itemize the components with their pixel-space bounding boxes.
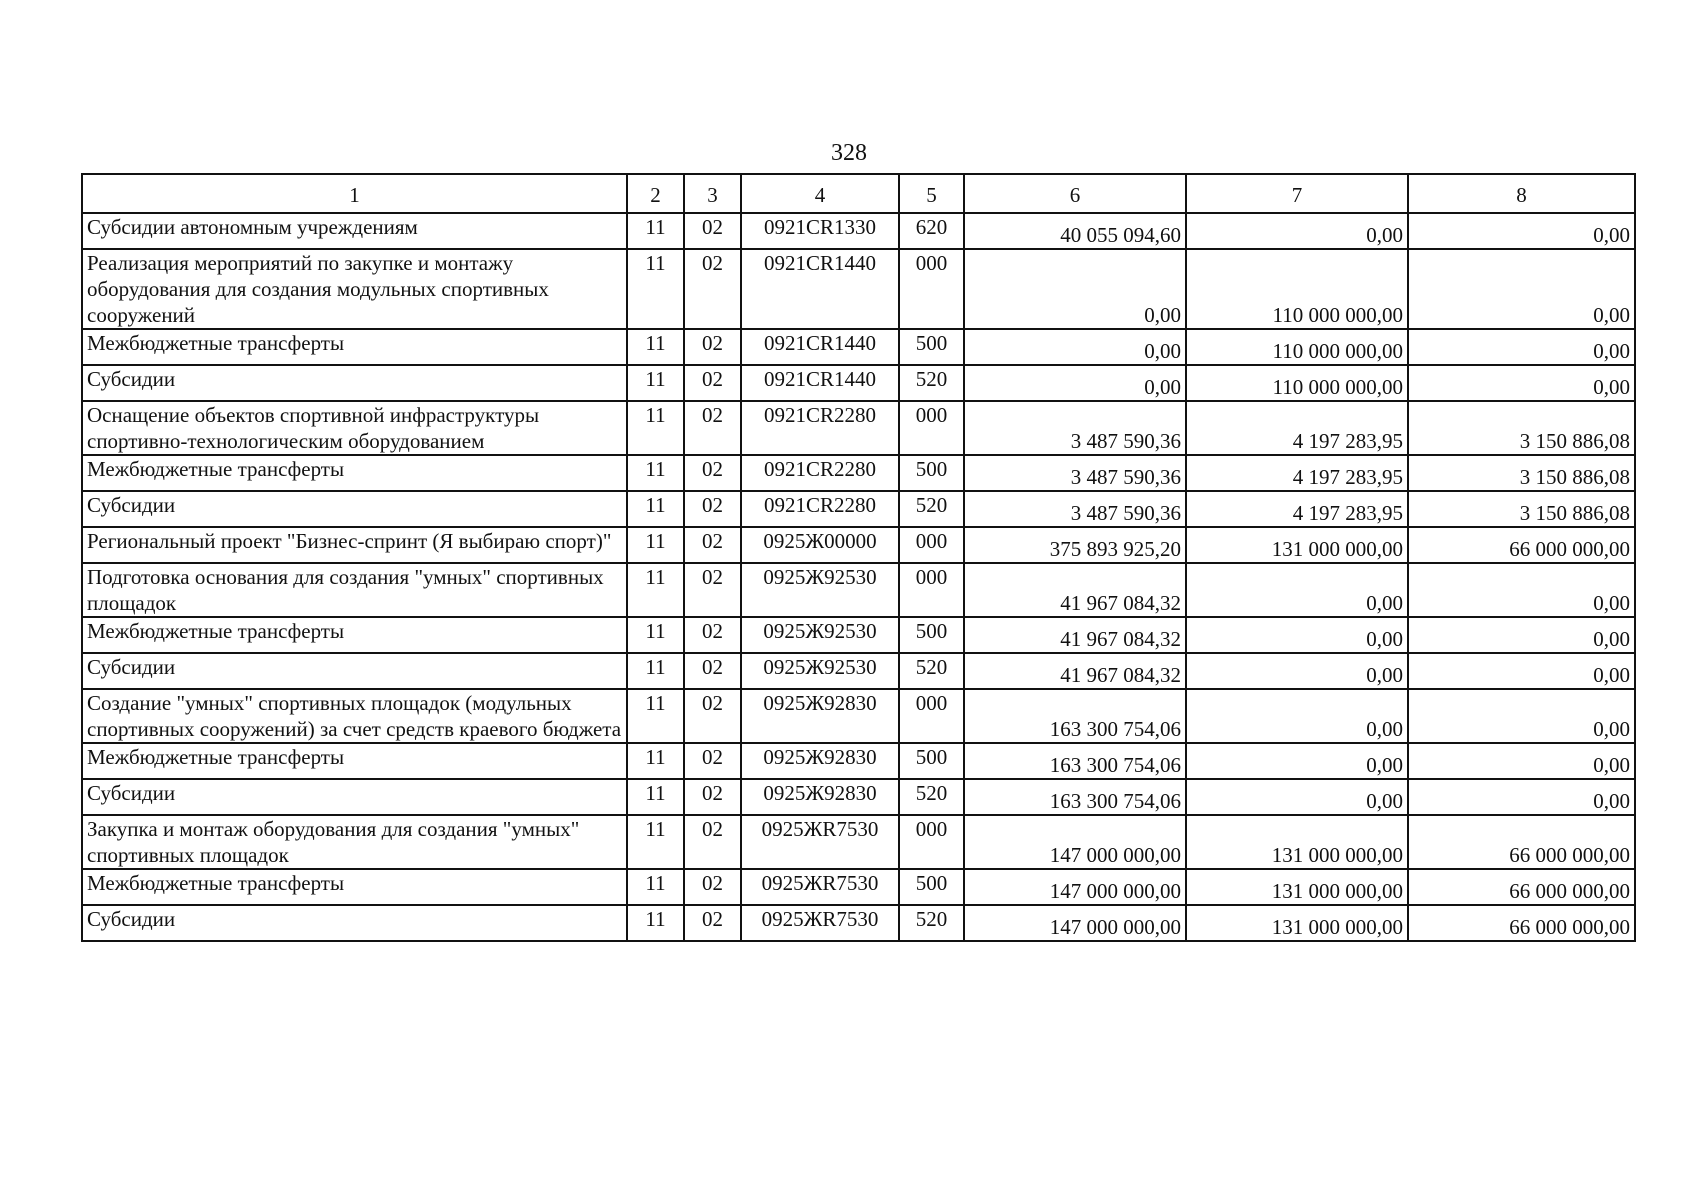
row-amount-col7: 131 000 000,00 <box>1186 905 1408 941</box>
column-header: 2 <box>627 174 684 213</box>
row-name: Реализация мероприятий по закупке и монтажу оборудования для создания модульных спортивных сооружений <box>82 249 627 329</box>
row-section: 11 <box>627 905 684 941</box>
table-row <box>82 869 1635 905</box>
row-amount-col6: 147 000 000,00 <box>964 905 1186 941</box>
table-row <box>82 743 1635 779</box>
column-header: 3 <box>684 174 741 213</box>
row-amount-col8: 3 150 886,08 <box>1408 401 1635 455</box>
table-row <box>82 905 1635 941</box>
row-amount-col6: 41 967 084,32 <box>964 653 1186 689</box>
row-expense-type: 500 <box>899 617 964 653</box>
row-amount-col8: 3 150 886,08 <box>1408 491 1635 527</box>
row-amount-col7: 4 197 283,95 <box>1186 455 1408 491</box>
row-section: 11 <box>627 455 684 491</box>
row-target-code: 0925ЖR7530 <box>741 905 899 941</box>
row-expense-type: 000 <box>899 689 964 743</box>
column-header: 6 <box>964 174 1186 213</box>
row-section: 11 <box>627 617 684 653</box>
row-amount-col6: 0,00 <box>964 365 1186 401</box>
row-amount-col6: 41 967 084,32 <box>964 617 1186 653</box>
table-body <box>82 213 1635 941</box>
row-subsection: 02 <box>684 653 741 689</box>
column-header: 7 <box>1186 174 1408 213</box>
table-row <box>82 653 1635 689</box>
row-amount-col8: 0,00 <box>1408 249 1635 329</box>
row-section: 11 <box>627 815 684 869</box>
row-subsection: 02 <box>684 905 741 941</box>
page-number: 328 <box>831 140 867 166</box>
row-expense-type: 500 <box>899 455 964 491</box>
row-name: Межбюджетные трансферты <box>82 455 627 491</box>
row-name: Субсидии <box>82 365 627 401</box>
table-row <box>82 617 1635 653</box>
row-expense-type: 000 <box>899 249 964 329</box>
row-amount-col8: 66 000 000,00 <box>1408 815 1635 869</box>
table-row <box>82 365 1635 401</box>
row-amount-col8: 0,00 <box>1408 365 1635 401</box>
row-target-code: 0925Ж92830 <box>741 743 899 779</box>
row-amount-col7: 0,00 <box>1186 213 1408 249</box>
row-amount-col8: 0,00 <box>1408 213 1635 249</box>
row-expense-type: 620 <box>899 213 964 249</box>
row-expense-type: 520 <box>899 779 964 815</box>
row-name: Региональный проект "Бизнес-спринт (Я выбираю спорт)" <box>82 527 627 563</box>
row-target-code: 0925ЖR7530 <box>741 869 899 905</box>
row-name: Субсидии <box>82 905 627 941</box>
row-expense-type: 500 <box>899 869 964 905</box>
row-amount-col8: 0,00 <box>1408 689 1635 743</box>
row-name: Межбюджетные трансферты <box>82 743 627 779</box>
table-row <box>82 527 1635 563</box>
row-amount-col6: 163 300 754,06 <box>964 689 1186 743</box>
row-name: Создание "умных" спортивных площадок (модульных спортивных сооружений) за счет средств краевого бюджета <box>82 689 627 743</box>
row-name: Подготовка основания для создания "умных" спортивных площадок <box>82 563 627 617</box>
row-amount-col6: 0,00 <box>964 249 1186 329</box>
row-section: 11 <box>627 329 684 365</box>
column-header: 1 <box>82 174 627 213</box>
row-target-code: 0921CR2280 <box>741 455 899 491</box>
table-row <box>82 455 1635 491</box>
table-row <box>82 491 1635 527</box>
row-name: Закупка и монтаж оборудования для создания "умных" спортивных площадок <box>82 815 627 869</box>
row-subsection: 02 <box>684 563 741 617</box>
row-expense-type: 000 <box>899 815 964 869</box>
row-subsection: 02 <box>684 527 741 563</box>
table-row <box>82 779 1635 815</box>
column-header: 4 <box>741 174 899 213</box>
table-row <box>82 249 1635 329</box>
row-amount-col8: 66 000 000,00 <box>1408 869 1635 905</box>
row-name: Межбюджетные трансферты <box>82 869 627 905</box>
row-amount-col7: 0,00 <box>1186 653 1408 689</box>
row-amount-col6: 147 000 000,00 <box>964 869 1186 905</box>
row-amount-col6: 3 487 590,36 <box>964 401 1186 455</box>
row-name: Субсидии автономным учреждениям <box>82 213 627 249</box>
row-section: 11 <box>627 689 684 743</box>
row-subsection: 02 <box>684 617 741 653</box>
row-amount-col8: 0,00 <box>1408 329 1635 365</box>
row-section: 11 <box>627 779 684 815</box>
row-target-code: 0925Ж92830 <box>741 779 899 815</box>
row-expense-type: 520 <box>899 491 964 527</box>
row-amount-col7: 0,00 <box>1186 779 1408 815</box>
row-section: 11 <box>627 365 684 401</box>
row-subsection: 02 <box>684 491 741 527</box>
row-amount-col8: 66 000 000,00 <box>1408 905 1635 941</box>
row-amount-col7: 0,00 <box>1186 689 1408 743</box>
row-amount-col6: 147 000 000,00 <box>964 815 1186 869</box>
table-row <box>82 213 1635 249</box>
row-amount-col7: 110 000 000,00 <box>1186 249 1408 329</box>
row-section: 11 <box>627 869 684 905</box>
row-target-code: 0921CR1440 <box>741 329 899 365</box>
row-subsection: 02 <box>684 329 741 365</box>
row-amount-col6: 3 487 590,36 <box>964 491 1186 527</box>
row-expense-type: 520 <box>899 365 964 401</box>
row-target-code: 0925Ж00000 <box>741 527 899 563</box>
row-expense-type: 000 <box>899 527 964 563</box>
row-amount-col7: 131 000 000,00 <box>1186 527 1408 563</box>
row-expense-type: 500 <box>899 329 964 365</box>
row-section: 11 <box>627 401 684 455</box>
row-expense-type: 000 <box>899 563 964 617</box>
row-target-code: 0921CR2280 <box>741 491 899 527</box>
row-amount-col6: 375 893 925,20 <box>964 527 1186 563</box>
row-amount-col6: 163 300 754,06 <box>964 743 1186 779</box>
table-row <box>82 815 1635 869</box>
row-subsection: 02 <box>684 213 741 249</box>
row-target-code: 0925Ж92530 <box>741 617 899 653</box>
row-section: 11 <box>627 491 684 527</box>
row-section: 11 <box>627 213 684 249</box>
row-name: Субсидии <box>82 779 627 815</box>
row-subsection: 02 <box>684 401 741 455</box>
row-subsection: 02 <box>684 249 741 329</box>
row-name: Оснащение объектов спортивной инфраструктуры спортивно-технологическим оборудованием <box>82 401 627 455</box>
row-expense-type: 520 <box>899 653 964 689</box>
row-amount-col7: 4 197 283,95 <box>1186 401 1408 455</box>
row-amount-col7: 110 000 000,00 <box>1186 329 1408 365</box>
row-target-code: 0925ЖR7530 <box>741 815 899 869</box>
row-name: Межбюджетные трансферты <box>82 617 627 653</box>
row-subsection: 02 <box>684 365 741 401</box>
row-amount-col6: 40 055 094,60 <box>964 213 1186 249</box>
row-target-code: 0925Ж92830 <box>741 689 899 743</box>
row-name: Субсидии <box>82 491 627 527</box>
column-header: 5 <box>899 174 964 213</box>
table-row <box>82 689 1635 743</box>
row-name: Межбюджетные трансферты <box>82 329 627 365</box>
row-section: 11 <box>627 653 684 689</box>
row-name: Субсидии <box>82 653 627 689</box>
table-row <box>82 329 1635 365</box>
row-amount-col8: 0,00 <box>1408 617 1635 653</box>
row-amount-col6: 163 300 754,06 <box>964 779 1186 815</box>
table-row <box>82 563 1635 617</box>
row-amount-col6: 0,00 <box>964 329 1186 365</box>
row-section: 11 <box>627 743 684 779</box>
header-row <box>82 174 1635 213</box>
row-amount-col7: 110 000 000,00 <box>1186 365 1408 401</box>
row-section: 11 <box>627 563 684 617</box>
row-expense-type: 500 <box>899 743 964 779</box>
budget-table <box>81 173 1636 942</box>
row-amount-col7: 4 197 283,95 <box>1186 491 1408 527</box>
row-target-code: 0921CR1440 <box>741 365 899 401</box>
row-subsection: 02 <box>684 779 741 815</box>
row-subsection: 02 <box>684 815 741 869</box>
row-amount-col8: 66 000 000,00 <box>1408 527 1635 563</box>
row-expense-type: 000 <box>899 401 964 455</box>
row-target-code: 0921CR1440 <box>741 249 899 329</box>
row-target-code: 0921CR1330 <box>741 213 899 249</box>
row-amount-col8: 3 150 886,08 <box>1408 455 1635 491</box>
row-amount-col8: 0,00 <box>1408 653 1635 689</box>
row-target-code: 0921CR2280 <box>741 401 899 455</box>
row-subsection: 02 <box>684 455 741 491</box>
row-amount-col8: 0,00 <box>1408 563 1635 617</box>
row-subsection: 02 <box>684 689 741 743</box>
row-subsection: 02 <box>684 869 741 905</box>
row-amount-col8: 0,00 <box>1408 779 1635 815</box>
row-amount-col7: 0,00 <box>1186 743 1408 779</box>
row-section: 11 <box>627 527 684 563</box>
row-amount-col7: 131 000 000,00 <box>1186 815 1408 869</box>
row-amount-col7: 0,00 <box>1186 563 1408 617</box>
row-amount-col7: 0,00 <box>1186 617 1408 653</box>
row-amount-col7: 131 000 000,00 <box>1186 869 1408 905</box>
row-amount-col8: 0,00 <box>1408 743 1635 779</box>
row-subsection: 02 <box>684 743 741 779</box>
row-target-code: 0925Ж92530 <box>741 563 899 617</box>
row-expense-type: 520 <box>899 905 964 941</box>
column-header: 8 <box>1408 174 1635 213</box>
row-target-code: 0925Ж92530 <box>741 653 899 689</box>
row-amount-col6: 3 487 590,36 <box>964 455 1186 491</box>
row-section: 11 <box>627 249 684 329</box>
table-row <box>82 401 1635 455</box>
row-amount-col6: 41 967 084,32 <box>964 563 1186 617</box>
